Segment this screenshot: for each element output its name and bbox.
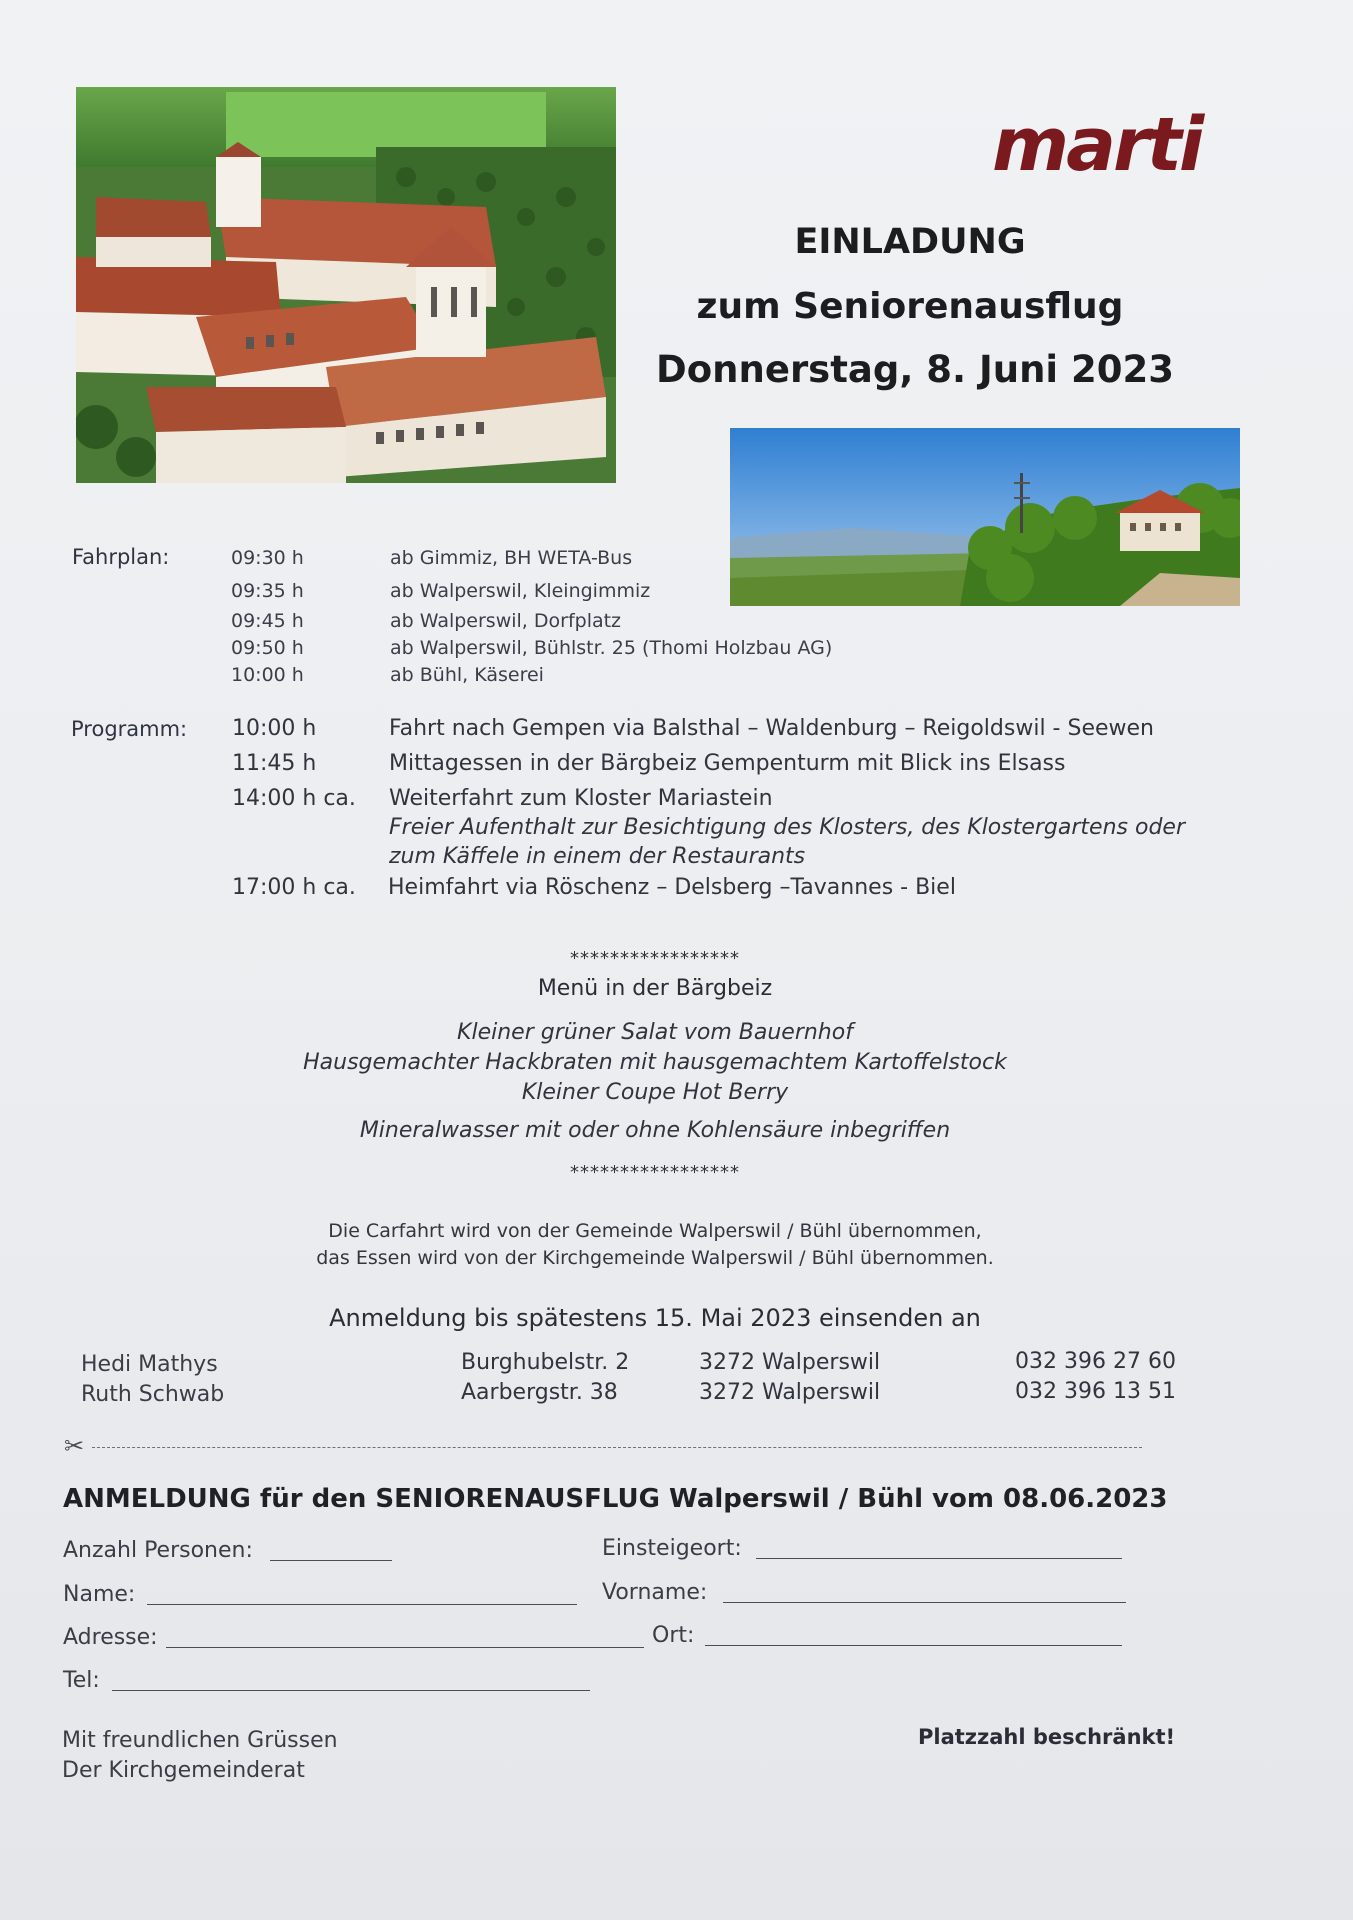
vorname-field[interactable] <box>723 1602 1126 1603</box>
stars-divider: ***************** <box>570 948 740 969</box>
tel-label: Tel: <box>63 1668 100 1693</box>
contact-name: Hedi Mathys <box>81 1352 218 1377</box>
programm-activity: Weiterfahrt zum Kloster Mariastein <box>389 786 773 811</box>
stars-divider: ***************** <box>570 1162 740 1183</box>
programm-time: 10:00 h <box>232 716 317 741</box>
fahrplan-time: 09:30 h <box>231 547 304 569</box>
programm-activity: Heimfahrt via Röschenz – Delsberg –Tavannes - Biel <box>388 875 956 900</box>
scissors-icon: ✂ <box>64 1432 85 1460</box>
fahrplan-time: 09:45 h <box>231 610 304 632</box>
fahrplan-time: 09:50 h <box>231 637 304 659</box>
programm-time: 11:45 h <box>232 751 317 776</box>
contact-phone: 032 396 13 51 <box>1015 1379 1176 1404</box>
closing-signature: Der Kirchgemeinderat <box>62 1758 305 1783</box>
programm-note: zum Käffele in einem der Restaurants <box>389 844 806 869</box>
menu-item: Kleiner Coupe Hot Berry <box>521 1080 789 1105</box>
closing-greeting: Mit freundlichen Grüssen <box>62 1728 338 1753</box>
funding-note: Die Carfahrt wird von der Gemeinde Walperswil / Bühl übernommen, <box>328 1220 982 1242</box>
programm-activity: Mittagessen in der Bärgbeiz Gempenturm mit Blick ins Elsass <box>389 751 1066 776</box>
limited-seats-notice: Platzzahl beschränkt! <box>918 1725 1176 1749</box>
ort-label: Ort: <box>652 1623 695 1648</box>
logo-text: marti <box>992 102 1202 178</box>
registration-deadline: Anmeldung bis spätestens 15. Mai 2023 einsenden an <box>329 1304 981 1332</box>
adresse-field[interactable] <box>166 1647 644 1648</box>
contact-street: Burghubelstr. 2 <box>461 1350 630 1375</box>
name-field[interactable] <box>147 1604 577 1605</box>
fahrplan-label: Fahrplan: <box>72 545 170 569</box>
fahrplan-time: 09:35 h <box>231 580 304 602</box>
fahrplan-stop: ab Walperswil, Kleingimmiz <box>390 580 651 602</box>
contact-phone: 032 396 27 60 <box>1015 1349 1176 1374</box>
adresse-label: Adresse: <box>63 1625 158 1650</box>
einsteigeort-field[interactable] <box>756 1558 1122 1559</box>
funding-note: das Essen wird von der Kirchgemeinde Walperswil / Bühl übernommen. <box>316 1247 994 1269</box>
gempen-panorama-photo <box>730 428 1240 606</box>
fahrplan-stop: ab Walperswil, Dorfplatz <box>390 610 622 632</box>
menu-item: Kleiner grüner Salat vom Bauernhof <box>457 1020 853 1045</box>
programm-time: 14:00 h ca. <box>232 786 356 811</box>
contact-street: Aarbergstr. 38 <box>461 1380 618 1405</box>
contact-city: 3272 Walperswil <box>699 1350 881 1375</box>
fahrplan-stop: ab Gimmiz, BH WETA-Bus <box>390 547 633 569</box>
vorname-label: Vorname: <box>602 1580 708 1605</box>
ort-field[interactable] <box>705 1645 1122 1646</box>
menu-item: Hausgemachter Hackbraten mit hausgemachtem Kartoffelstock <box>303 1050 1007 1075</box>
menu-title: Menü in der Bärgbeiz <box>537 976 773 1001</box>
monastery-aerial-photo <box>76 87 616 483</box>
contact-city: 3272 Walperswil <box>699 1380 881 1405</box>
fahrplan-stop: ab Walperswil, Bühlstr. 25 (Thomi Holzbau AG) <box>390 637 833 659</box>
event-date: Donnerstag, 8. Juni 2023 <box>656 348 1174 391</box>
anzahl-personen-field[interactable] <box>270 1560 392 1561</box>
programm-label: Programm: <box>71 717 188 741</box>
invitation-subtitle: zum Seniorenausflug <box>696 286 1124 327</box>
contact-name: Ruth Schwab <box>81 1382 225 1407</box>
menu-drinks: Mineralwasser mit oder ohne Kohlensäure inbegriffen <box>359 1118 951 1143</box>
marti-logo <box>988 88 1238 178</box>
fahrplan-time: 10:00 h <box>231 664 304 686</box>
programm-time: 17:00 h ca. <box>232 875 356 900</box>
programm-note: Freier Aufenthalt zur Besichtigung des Klosters, des Klostergartens oder <box>389 815 1185 840</box>
einsteigeort-label: Einsteigeort: <box>602 1536 742 1561</box>
fahrplan-stop: ab Bühl, Käserei <box>390 664 544 686</box>
invitation-heading: EINLADUNG <box>794 222 1026 262</box>
tel-field[interactable] <box>112 1690 590 1691</box>
programm-activity: Fahrt nach Gempen via Balsthal – Waldenburg – Reigoldswil - Seewen <box>389 716 1154 741</box>
name-label: Name: <box>63 1582 136 1607</box>
anzahl-personen-label: Anzahl Personen: <box>63 1538 253 1563</box>
cut-line <box>92 1447 1142 1448</box>
form-title: ANMELDUNG für den SENIORENAUSFLUG Walperswil / Bühl vom 08.06.2023 <box>63 1484 1168 1514</box>
